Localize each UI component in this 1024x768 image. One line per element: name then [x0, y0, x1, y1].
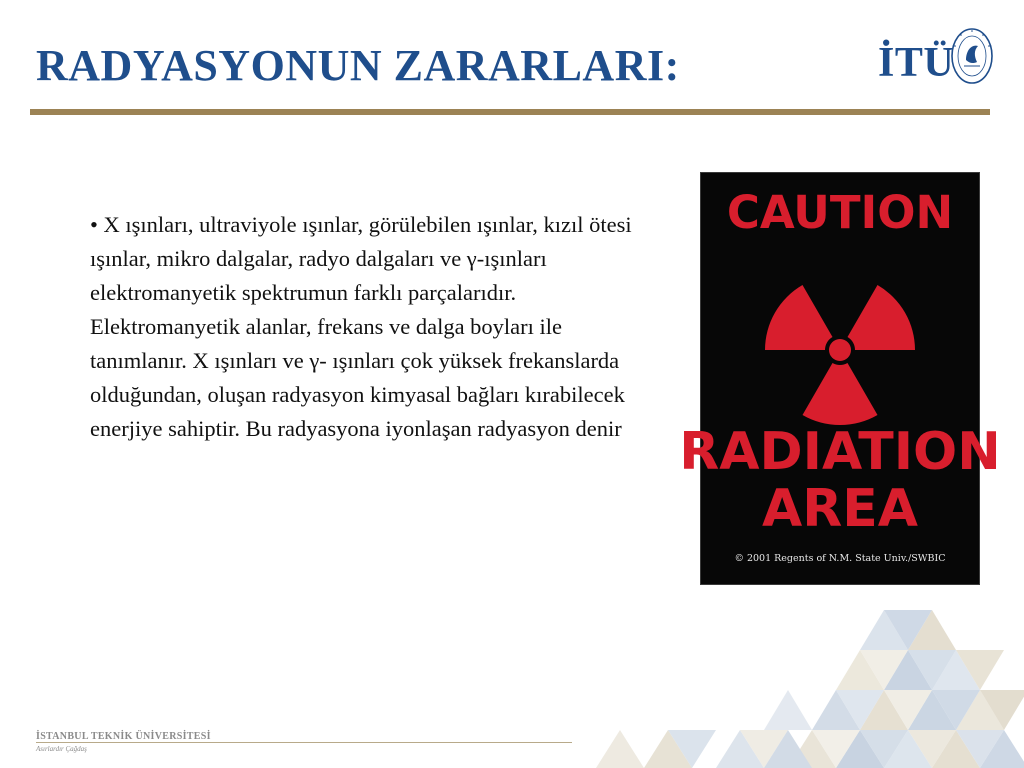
bullet-paragraph: • X ışınları, ultraviyole ışınlar, görülebilen ışınlar, kızıl ötesi ışınlar, mikro dalgalar, radyo dalgaları ve γ-ışınları elektromanyetik spektrumun farklı parçalarıdır. Elektromanyetik alanlar, frekans ve dalga boyları ile tanımlanır. X ışınları ve γ- ışınları çok yüksek frekanslarda olduğundan, oluşan radyasyon kimyasal bağları kırabilecek enerjiye sahiptir. Bu radyasyona iyonlaşan radyasyon denir	[90, 212, 632, 441]
decorative-triangles	[560, 600, 1024, 768]
slide-title: RADYASYONUN ZARARLARI:	[36, 41, 680, 90]
radiation-text: RADIATION	[679, 422, 1001, 482]
image-copyright: © 2001 Regents of N.M. State Univ./SWBIC	[734, 553, 946, 564]
radiation-trefoil-icon	[765, 285, 915, 425]
footer-divider	[36, 742, 572, 743]
radiation-warning-image	[679, 172, 1001, 585]
footer-motto: Asırlardır Çağdaş	[36, 745, 87, 753]
itu-seal-icon	[950, 26, 994, 86]
area-text: AREA	[761, 479, 919, 539]
itu-logo-text: İTÜ	[878, 40, 955, 86]
itu-logo	[874, 26, 994, 96]
caution-text: CAUTION	[726, 186, 954, 239]
title-divider	[30, 109, 990, 115]
footer-university-name: İSTANBUL TEKNİK ÜNİVERSİTESİ	[36, 731, 211, 742]
